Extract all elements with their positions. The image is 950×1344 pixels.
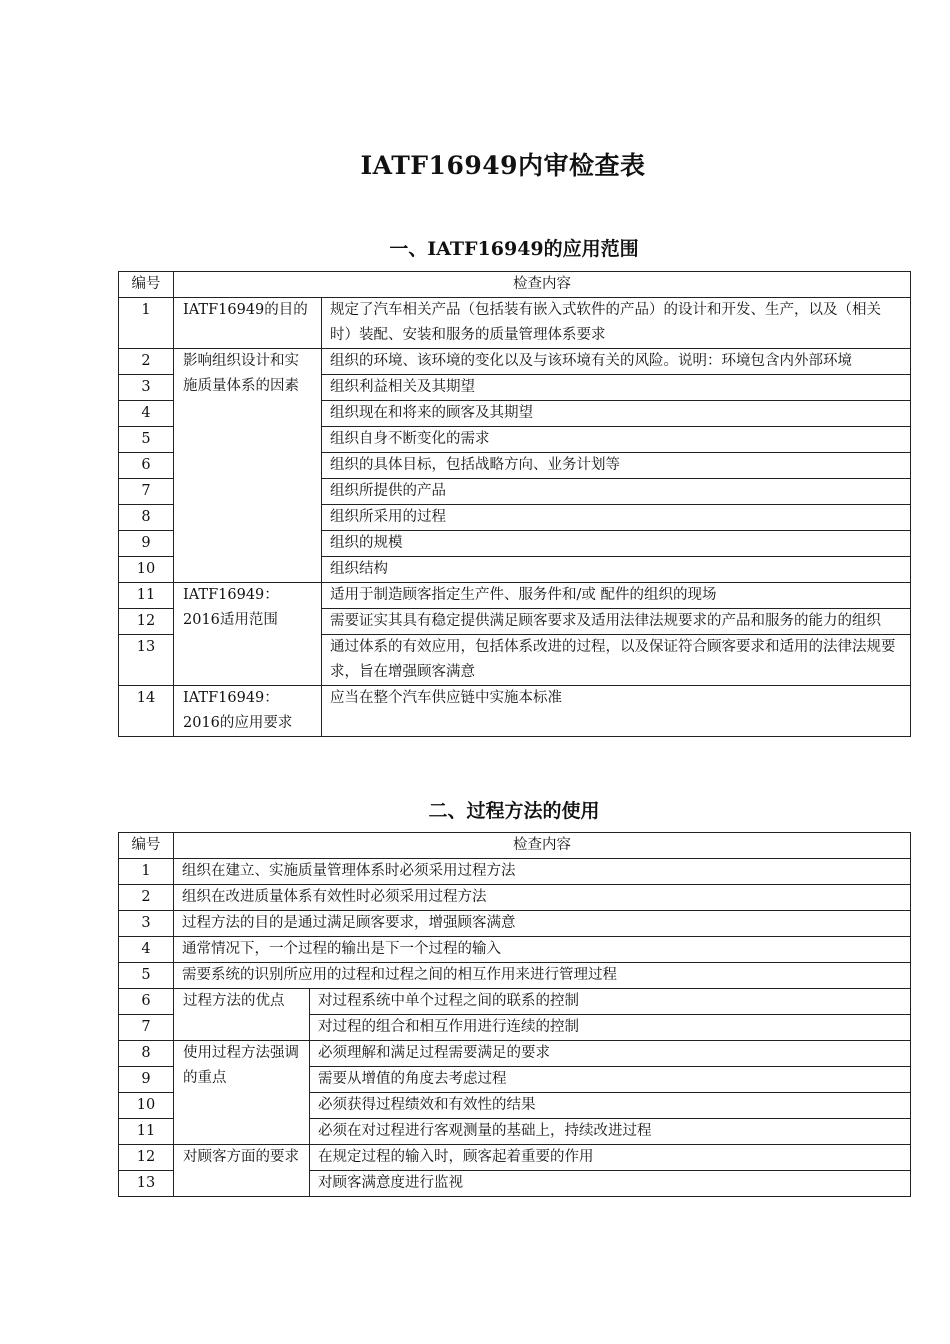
header-num: 编号	[119, 833, 174, 859]
row-content: 组织结构	[322, 557, 911, 583]
scope-checklist-table	[118, 271, 911, 737]
row-number: 13	[119, 1171, 174, 1197]
table-row	[119, 989, 911, 1015]
table-row	[119, 859, 911, 885]
row-content: 必须获得过程绩效和有效性的结果	[310, 1093, 911, 1119]
row-content: 对过程的组合和相互作用进行连续的控制	[310, 1015, 911, 1041]
row-category: 对顾客方面的要求	[174, 1145, 310, 1197]
table-row	[119, 937, 911, 963]
row-number: 8	[119, 505, 174, 531]
row-number: 2	[119, 349, 174, 375]
row-content: 对顾客满意度进行监视	[310, 1171, 911, 1197]
row-content: 需要证实其具有稳定提供满足顾客要求及适用法律法规要求的产品和服务的能力的组织	[322, 609, 911, 635]
process-approach-table	[118, 832, 911, 1197]
row-number: 12	[119, 1145, 174, 1171]
row-content: 组织现在和将来的顾客及其期望	[322, 401, 911, 427]
row-number: 4	[119, 937, 174, 963]
row-number: 6	[119, 989, 174, 1015]
row-content: 组织的具体目标，包括战略方向、业务计划等	[322, 453, 911, 479]
row-content: 组织在改进质量体系有效性时必须采用过程方法	[174, 885, 911, 911]
row-category: 使用过程方法强调的重点	[174, 1041, 310, 1145]
row-number: 10	[119, 557, 174, 583]
table-row	[119, 911, 911, 937]
row-content: 组织在建立、实施质量管理体系时必须采用过程方法	[174, 859, 911, 885]
row-number: 8	[119, 1041, 174, 1067]
table-row	[119, 963, 911, 989]
row-number: 4	[119, 401, 174, 427]
row-number: 13	[119, 635, 174, 686]
row-number: 1	[119, 298, 174, 349]
row-number: 1	[119, 859, 174, 885]
row-number: 3	[119, 911, 174, 937]
row-content: 在规定过程的输入时，顾客起着重要的作用	[310, 1145, 911, 1171]
row-number: 5	[119, 963, 174, 989]
row-category: IATF16949的目的	[174, 298, 322, 349]
row-number: 11	[119, 1119, 174, 1145]
row-content: 组织的环境、该环境的变化以及与该环境有关的风险。说明：环境包含内外部环境	[322, 349, 911, 375]
table-header-row	[119, 272, 911, 298]
row-number: 5	[119, 427, 174, 453]
row-content: 组织利益相关及其期望	[322, 375, 911, 401]
row-number: 12	[119, 609, 174, 635]
document-title: IATF16949内审检查表	[360, 151, 646, 180]
table-row	[119, 686, 911, 737]
row-number: 9	[119, 531, 174, 557]
row-content: 组织所采用的过程	[322, 505, 911, 531]
header-content: 检查内容	[174, 272, 911, 298]
row-number: 7	[119, 1015, 174, 1041]
header-num: 编号	[119, 272, 174, 298]
row-content: 对过程系统中单个过程之间的联系的控制	[310, 989, 911, 1015]
row-number: 10	[119, 1093, 174, 1119]
table-row	[119, 298, 911, 349]
row-number: 3	[119, 375, 174, 401]
row-number: 7	[119, 479, 174, 505]
row-content: 需要系统的识别所应用的过程和过程之间的相互作用来进行管理过程	[174, 963, 911, 989]
row-category: 过程方法的优点	[174, 989, 310, 1041]
header-content: 检查内容	[174, 833, 911, 859]
row-number: 11	[119, 583, 174, 609]
row-category: 影响组织设计和实施质量体系的因素	[174, 349, 322, 583]
row-content: 组织所提供的产品	[322, 479, 911, 505]
row-content: 规定了汽车相关产品（包括装有嵌入式软件的产品）的设计和开发、生产，以及（相关时）装配、安装和服务的质量管理体系要求	[322, 298, 911, 349]
row-content: 必须理解和满足过程需要满足的要求	[310, 1041, 911, 1067]
table-row	[119, 885, 911, 911]
row-content: 需要从增值的角度去考虑过程	[310, 1067, 911, 1093]
row-content: 过程方法的目的是通过满足顾客要求，增强顾客满意	[174, 911, 911, 937]
row-category: IATF16949：2016的应用要求	[174, 686, 322, 737]
table-row	[119, 583, 911, 609]
row-number: 2	[119, 885, 174, 911]
row-content: 组织的规模	[322, 531, 911, 557]
row-number: 6	[119, 453, 174, 479]
row-content: 通常情况下，一个过程的输出是下一个过程的输入	[174, 937, 911, 963]
row-content: 适用于制造顾客指定生产件、服务件和/或 配件的组织的现场	[322, 583, 911, 609]
table-header-row	[119, 833, 911, 859]
row-content: 应当在整个汽车供应链中实施本标准	[322, 686, 911, 737]
table-row	[119, 1041, 911, 1067]
section2-title: 二、过程方法的使用	[428, 800, 600, 822]
table-row	[119, 349, 911, 375]
row-content: 组织自身不断变化的需求	[322, 427, 911, 453]
row-number: 14	[119, 686, 174, 737]
section1-title: 一、IATF16949的应用范围	[389, 238, 639, 260]
table-row	[119, 1145, 911, 1171]
row-content: 通过体系的有效应用，包括体系改进的过程，以及保证符合顾客要求和适用的法律法规要求，旨在增强顾客满意	[322, 635, 911, 686]
row-category: IATF16949：2016适用范围	[174, 583, 322, 686]
row-number: 9	[119, 1067, 174, 1093]
row-content: 必须在对过程进行客观测量的基础上，持续改进过程	[310, 1119, 911, 1145]
